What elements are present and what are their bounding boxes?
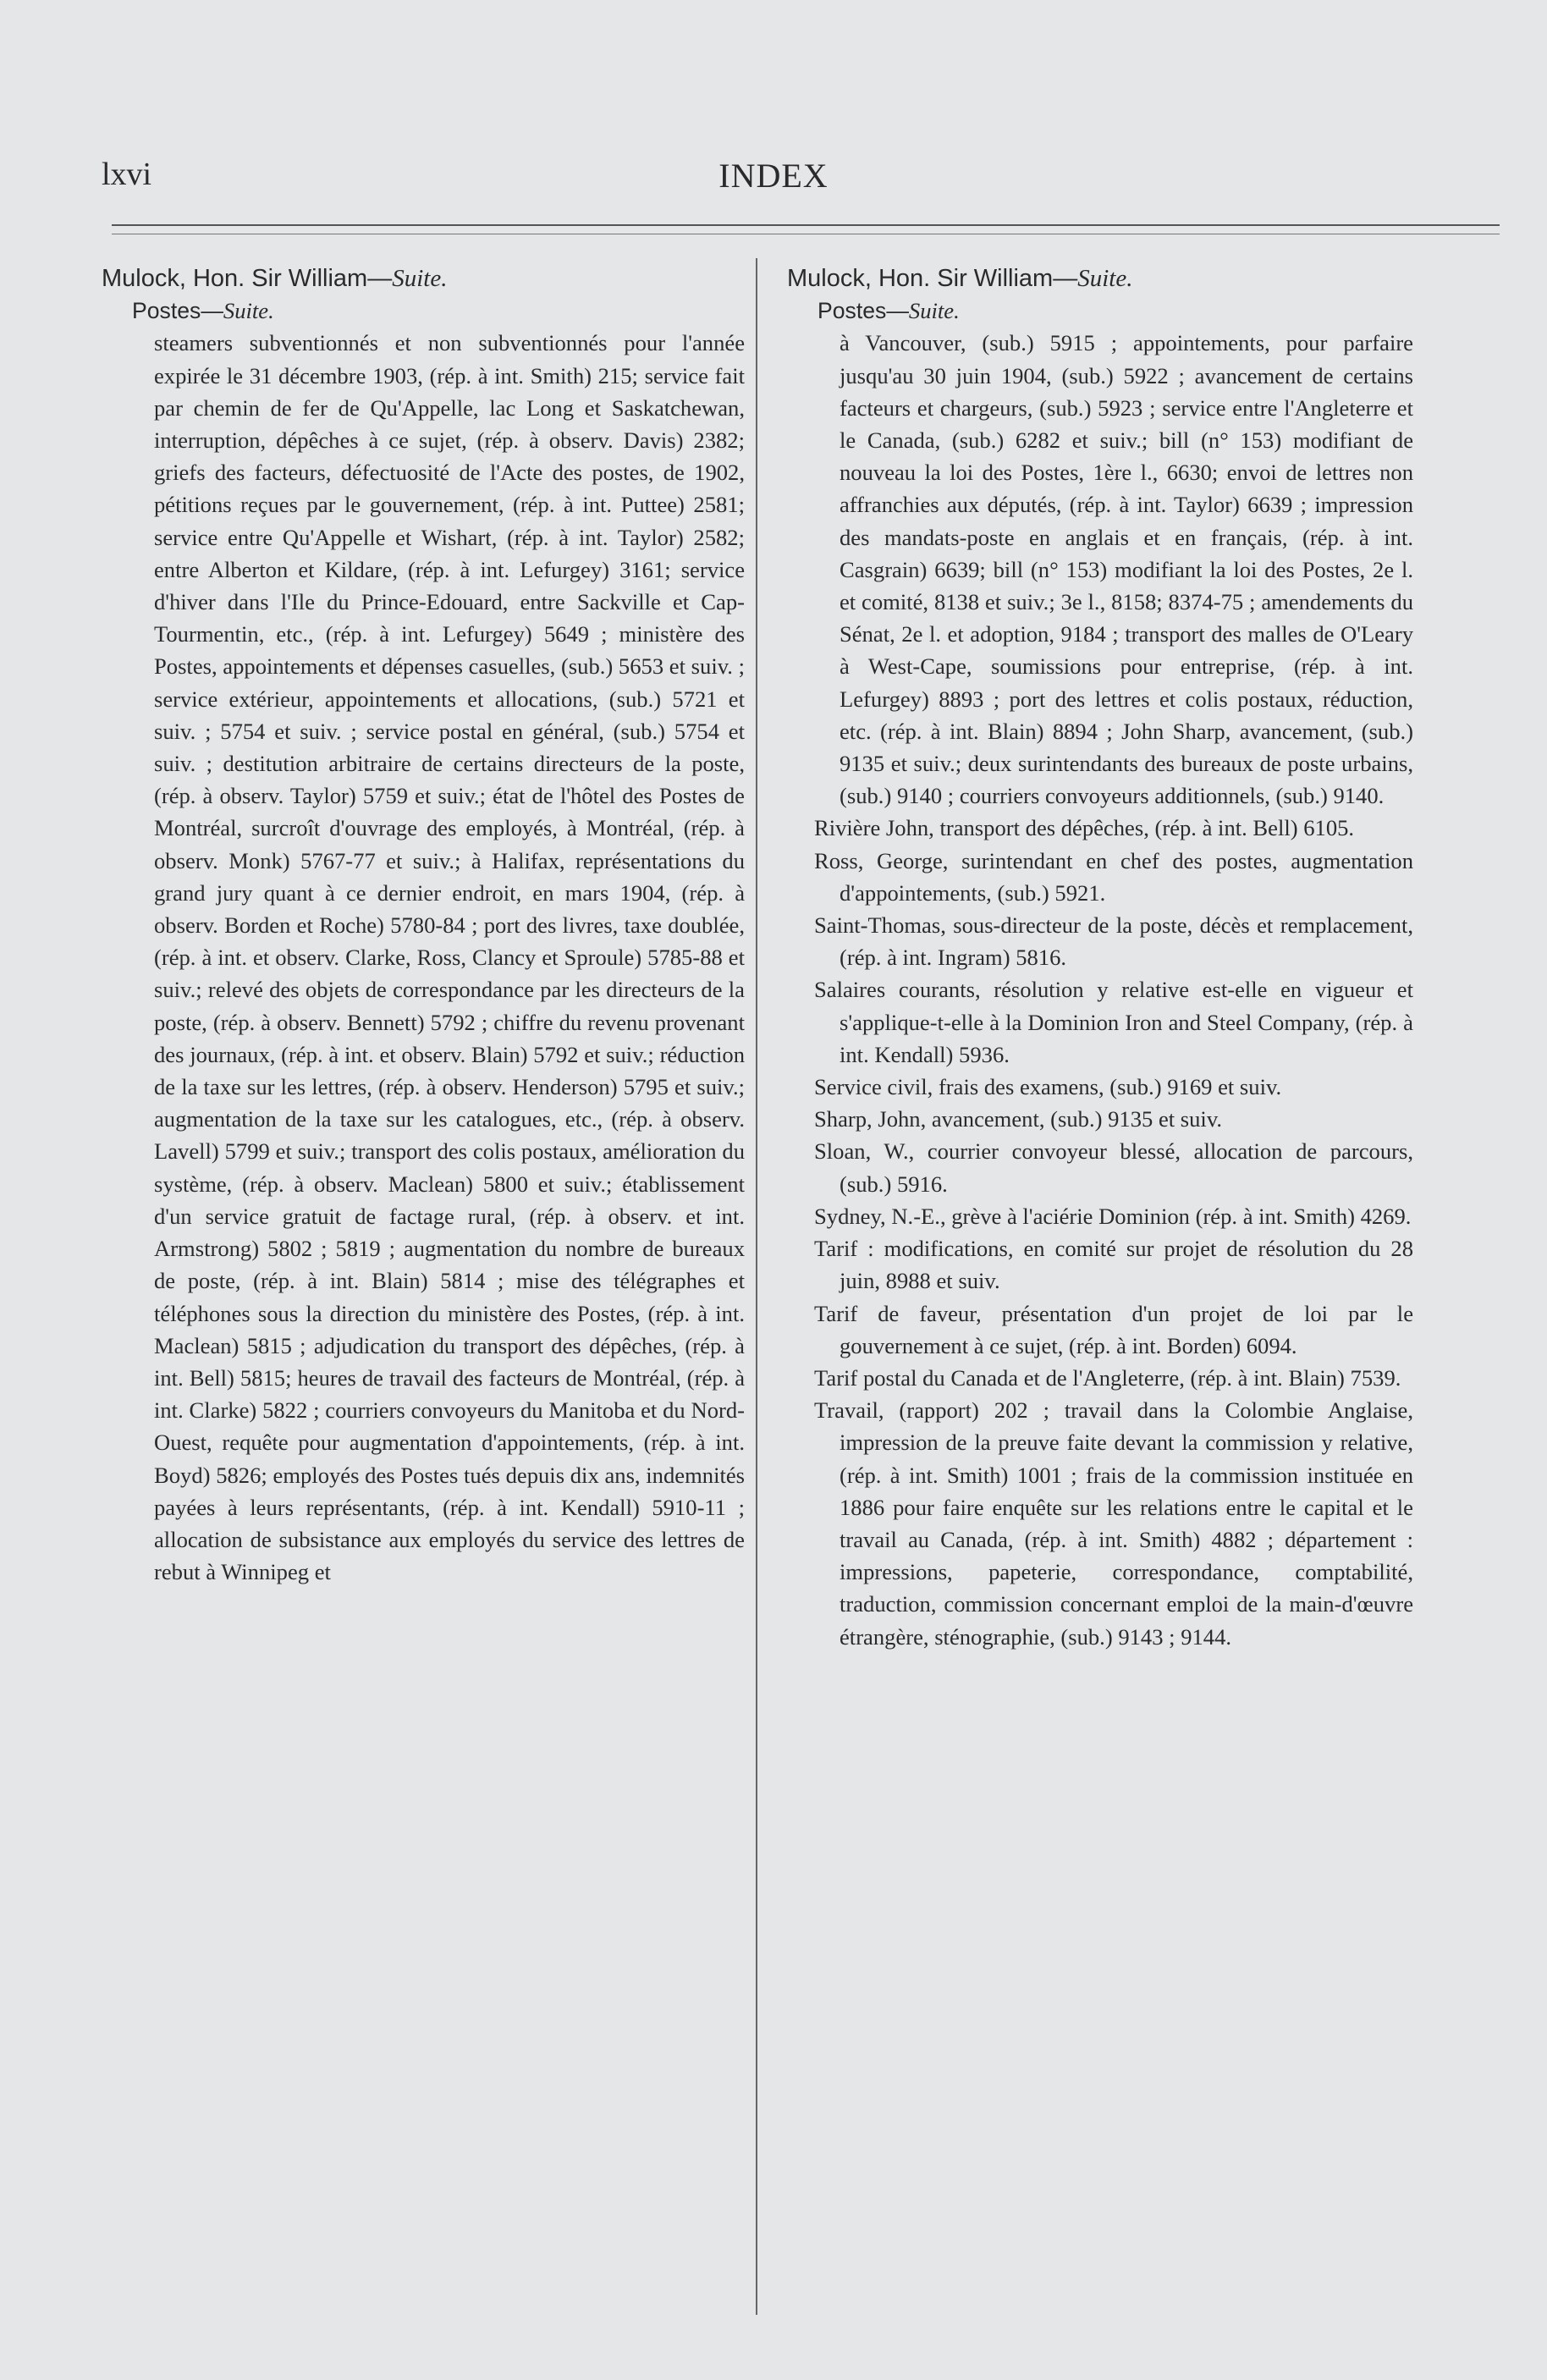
index-entry: Sydney, N.-E., grève à l'aciérie Dominion (rép. à int. Smith) 4269. [814,1203,1412,1229]
entry-text: à Vancouver, (sub.) 5915 ; appointements, pour parfaire jusqu'au 30 juin 1904, (sub.) 5922 ; avancement de certains facteurs et chargeurs, (sub.) 5923 ; service entre l'Angleterre et le Canada, (sub.) 6282 et suiv.; bill (n° 153) modifiant de nouveau la loi des Postes, 1ère l., 6630; envoi de lettres non affranchies aux députés, (rép. à int. Taylor) 6639 ; impression des mandats-poste en anglais et en français, (rép. à int. Casgrain) 6639; bill (n° 153) modifiant la loi des Postes, 2e l. et comité, 8138 et suiv.; 3e l., 8158; 8374-75 ; amendements du Sénat, 2e l. et adoption, 9184 ; transport des malles de O'Leary à West-Cape, soumissions pour entreprise, (rép. à int. Lefurgey) 8893 ; port des lettres et colis postaux, réduction, etc. (rép. à int. Blain) 8894 ; John Sharp, avancement, (sub.) 9135 et suiv.; deux surintendants des bureaux de poste urbains, (sub.) 9140 ; courriers convoyeurs additionnels, (sub.) 9140. [840,330,1413,809]
index-entry: Rivière John, transport des dépêches, (rép. à int. Bell) 6105. [814,815,1355,841]
index-entry: Salaires courants, résolution y relative est-elle en vigueur et s'applique-t-elle à la Dominion Iron and Steel Company, (rép. à int. Kendall) 5936. [814,977,1413,1067]
index-entry: Sharp, John, avancement, (sub.) 9135 et suiv. [814,1106,1223,1132]
left-column [102,262,745,1588]
entry-subheading: Postes—Suite. [818,298,960,324]
header-rule [112,224,1500,226]
index-entries [787,812,1413,1652]
index-entry: Ross, George, surintendant en chef des postes, augmentation d'appointements, (sub.) 5921. [814,847,1413,906]
index-entry: Travail, (rapport) 202 ; travail dans la Colombie Anglaise, impression de la preuve faite devant la commission y relative, (rép. à int. Smith) 1001 ; frais de la commission instituée en 1886 pour faire enquête sur les relations entre le capital et le travail au Canada, (rép. à int. Smith) 4882 ; département : impressions, papeterie, correspondance, comptabilité, traduction, commission concernant emploi de la main-d'œuvre étrangère, sténographie, (sub.) 9143 ; 9144. [814,1397,1413,1650]
page-number: lxvi [102,157,152,192]
entry-heading: Mulock, Hon. Sir William—Suite. [787,265,1133,292]
entry-subheading: Postes—Suite. [132,298,274,324]
page-title: INDEX [718,157,829,195]
index-entry: Saint-Thomas, sous-directeur de la poste, décès et remplacement, (rép. à int. Ingram) 5816. [814,912,1413,971]
index-entry: Service civil, frais des examens, (sub.) 9169 et suiv. [814,1074,1282,1100]
column-separator [756,258,757,2315]
entry-heading: Mulock, Hon. Sir William—Suite. [102,265,448,292]
index-entry: Tarif postal du Canada et de l'Angleterre, (rép. à int. Blain) 7539. [814,1364,1401,1391]
index-entry: Tarif de faveur, présentation d'un projet de loi par le gouvernement à ce sujet, (rép. à int. Borden) 6094. [814,1300,1413,1358]
right-column [787,262,1413,1653]
entry-text: steamers subventionnés et non subventionnés pour l'année expirée le 31 décembre 1903, (rép. à int. Smith) 215; service fait par chemin de fer de Qu'Appelle, lac Long et Saskatchewan, interruption, dépêches à ce sujet, (rép. à observ. Davis) 2382; griefs des facteurs, défectuosité de l'Acte des postes, de 1902, pétitions reçues par le gouvernement, (rép. à int. Puttee) 2581; service entre Qu'Appelle et Wishart, (rép. à int. Taylor) 2582; entre Alberton et Kildare, (rép. à int. Lefurgey) 3161; service d'hiver dans l'Ile du Prince-Edouard, entre Sackville et Cap-Tourmentin, etc., (rép. à int. Lefurgey) 5649 ; ministère des Postes, appointements et dépenses casuelles, (sub.) 5653 et suiv. ; service extérieur, appointements et allocations, (sub.) 5721 et suiv. ; 5754 et suiv. ; service postal en général, (sub.) 5754 et suiv. ; destitution arbitraire de certains directeurs de la poste, (rép. à observ. Taylor) 5759 et suiv.; état de l'hôtel des Postes de Montréal, surcroît d'ouvrage des employés, à Montréal, (rép. à observ. Monk) 5767-77 et suiv.; à Halifax, représentations du grand jury quant à ce dernier endroit, en mars 1904, (rép. à observ. Borden et Roche) 5780-84 ; port des livres, taxe doublée, (rép. à int. et observ. Clarke, Ross, Clancy et Sproule) 5785-88 et suiv.; relevé des objets de correspondance par les directeurs de la poste, (rép. à observ. Bennett) 5792 ; chiffre du revenu provenant des journaux, (rép. à int. et observ. Blain) 5792 et suiv.; réduction de la taxe sur les lettres, (rép. à observ. Henderson) 5795 et suiv.; augmentation de la taxe sur les catalogues, etc., (rép. à observ. Lavell) 5799 et suiv.; transport des colis postaux, amélioration du système, (rép. à observ. Maclean) 5800 et suiv.; établissement d'un service gratuit de factage rural, (rép. à observ. et int. Armstrong) 5802 ; 5819 ; augmentation du nombre de bureaux de poste, (rép. à int. Blain) 5814 ; mise des télégraphes et téléphones sous la direction du ministère des Postes, (rép. à int. Maclean) 5815 ; adjudication du transport des dépêches, (rép. à int. Bell) 5815; heures de travail des facteurs de Montréal, (rép. à int. Clarke) 5822 ; courriers convoyeurs du Manitoba et du Nord-Ouest, requête pour augmentation d'appointements, (rép. à int. Boyd) 5826; employés des Postes tués depuis dix ans, indemnités payées à leurs représentants, (rép. à int. Kendall) 5910-11 ; allocation de subsistance aux employés du service des lettres de rebut à Winnipeg et [154,330,745,1585]
index-entry: Tarif : modifications, en comité sur projet de résolution du 28 juin, 8988 et suiv. [814,1236,1413,1294]
index-entry: Sloan, W., courrier convoyeur blessé, allocation de parcours, (sub.) 5916. [814,1138,1413,1197]
